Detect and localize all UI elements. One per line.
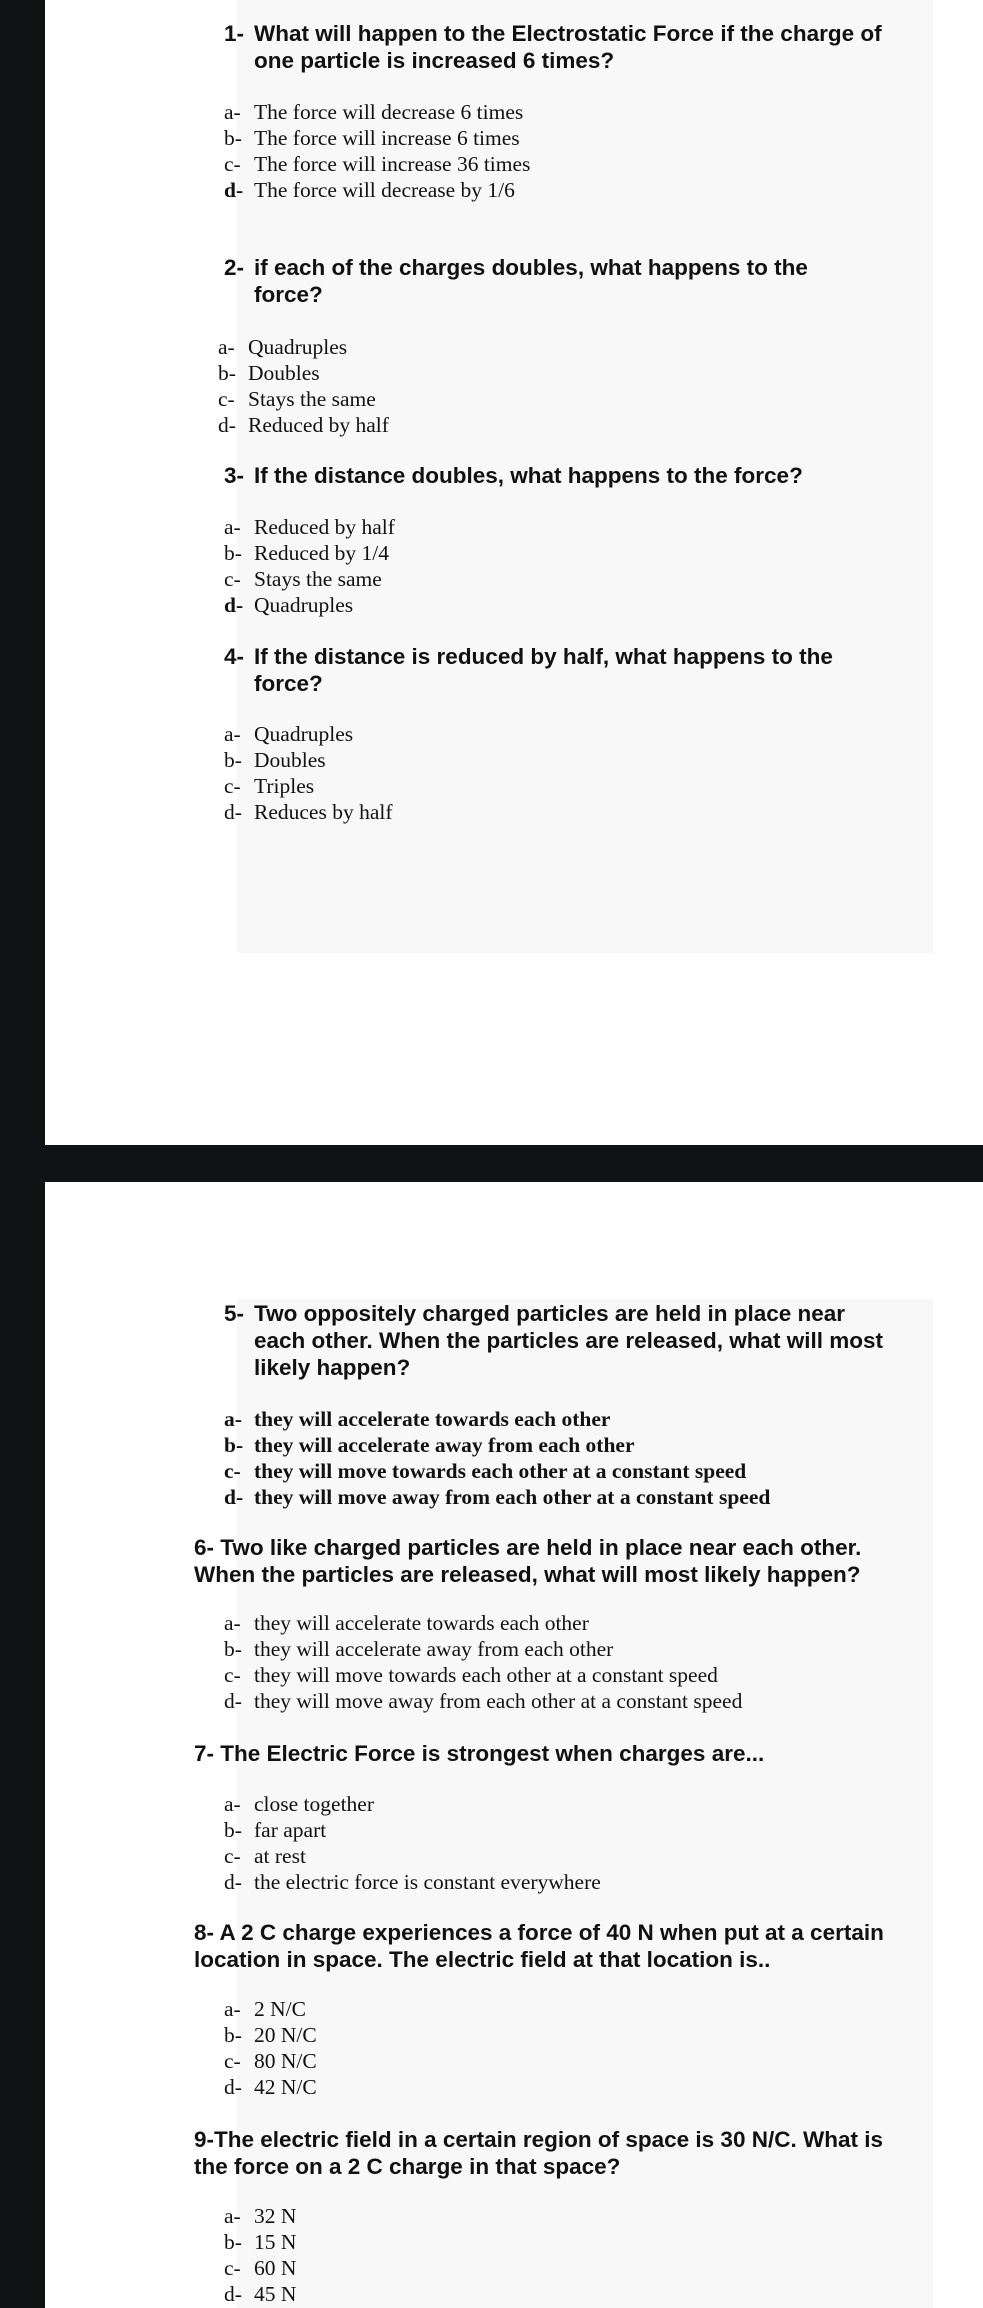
- question-number: 6-: [194, 1535, 215, 1560]
- option-d: d- they will move away from each other at a constant speed: [224, 1485, 771, 1509]
- question-text: What will happen to the Electrostatic Force if the charge of one particle is increased 6 times?: [254, 21, 882, 73]
- question-number: 2-: [224, 255, 245, 280]
- question-text: A 2 C charge experiences a force of 40 N when put at a certain location in space. The electric field at that location is..: [194, 1920, 884, 1972]
- options-3: [224, 514, 864, 618]
- question-2: [224, 254, 864, 308]
- option-d: d- Quadruples: [224, 593, 354, 617]
- option-d: d- The force will decrease by 1/6: [224, 178, 515, 202]
- question-text: If the distance is reduced by half, what happens to the force?: [254, 644, 833, 696]
- option-a: a- Quadruples: [224, 722, 354, 746]
- option-a: a- The force will decrease 6 times: [224, 100, 524, 124]
- option-c: c- at rest: [224, 1844, 306, 1868]
- options-7: [224, 1791, 864, 1895]
- option-a: a- Reduced by half: [224, 515, 395, 539]
- question-8: [194, 1919, 884, 1973]
- question-text: Two like charged particles are held in place near each other. When the particles are released, what will most likely happen?: [194, 1535, 862, 1587]
- option-a: a- they will accelerate towards each other: [224, 1407, 611, 1431]
- question-number: 4-: [224, 644, 245, 669]
- question-text: Two oppositely charged particles are held in place near each other. When the particles are released, what will most likely happen?: [254, 1301, 883, 1380]
- question-7: [194, 1740, 884, 1767]
- option-a: a- close together: [224, 1792, 374, 1816]
- question-number: 7-: [194, 1741, 215, 1766]
- options-4: [224, 721, 864, 825]
- option-c: c- 80 N/C: [224, 2049, 317, 2073]
- options-9: [224, 2203, 864, 2307]
- option-b: b- they will accelerate away from each other: [224, 1433, 635, 1457]
- option-c: c- Stays the same: [224, 567, 382, 591]
- option-d: d- 42 N/C: [224, 2075, 317, 2099]
- option-c: c- Triples: [224, 774, 315, 798]
- question-4: [224, 643, 864, 697]
- option-c: c- Stays the same: [218, 387, 376, 411]
- option-b: b- Doubles: [218, 361, 320, 385]
- question-6: [194, 1534, 884, 1588]
- options-2: [218, 334, 858, 438]
- question-number: 5-: [224, 1301, 245, 1326]
- question-text: The electric field in a certain region of space is 30 N/C. What is the force on a 2 C charge in that space?: [194, 2127, 883, 2179]
- option-c: c- they will move towards each other at a constant speed: [224, 1459, 747, 1483]
- option-d: d- Reduces by half: [224, 800, 393, 824]
- option-b: b- Reduced by 1/4: [224, 541, 389, 565]
- options-5: [224, 1406, 864, 1510]
- question-text: If the distance doubles, what happens to the force?: [254, 463, 803, 488]
- option-b: b- far apart: [224, 1818, 327, 1842]
- option-b: b- 15 N: [224, 2230, 297, 2254]
- option-d: d- 45 N: [224, 2282, 297, 2306]
- question-text: if each of the charges doubles, what happens to the force?: [254, 255, 808, 307]
- option-d: d- Reduced by half: [218, 413, 389, 437]
- question-number: 1-: [224, 21, 245, 46]
- options-1: [224, 99, 864, 203]
- option-b: b- Doubles: [224, 748, 326, 772]
- question-number: 8-: [194, 1920, 215, 1945]
- question-1: [224, 20, 884, 74]
- option-c: c- 60 N: [224, 2256, 297, 2280]
- options-6: [224, 1610, 864, 1714]
- option-d: d- the electric force is constant everywhere: [224, 1870, 601, 1894]
- option-b: b- they will accelerate away from each other: [224, 1637, 614, 1661]
- options-8: [224, 1996, 864, 2100]
- option-d: d- they will move away from each other at a constant speed: [224, 1689, 743, 1713]
- option-a: a- Quadruples: [218, 335, 348, 359]
- option-a: a- 32 N: [224, 2204, 297, 2228]
- option-a: a- they will accelerate towards each other: [224, 1611, 589, 1635]
- question-5: [224, 1300, 884, 1381]
- option-c: c- they will move towards each other at a constant speed: [224, 1663, 718, 1687]
- question-text: The Electric Force is strongest when charges are...: [220, 1741, 765, 1766]
- question-number: 3-: [224, 463, 245, 488]
- option-a: a- 2 N/C: [224, 1997, 306, 2021]
- option-b: b- 20 N/C: [224, 2023, 317, 2047]
- option-b: b- The force will increase 6 times: [224, 126, 520, 150]
- question-number: 9-: [194, 2127, 215, 2152]
- question-9: [194, 2126, 884, 2180]
- question-3: [224, 462, 884, 489]
- option-c: c- The force will increase 36 times: [224, 152, 531, 176]
